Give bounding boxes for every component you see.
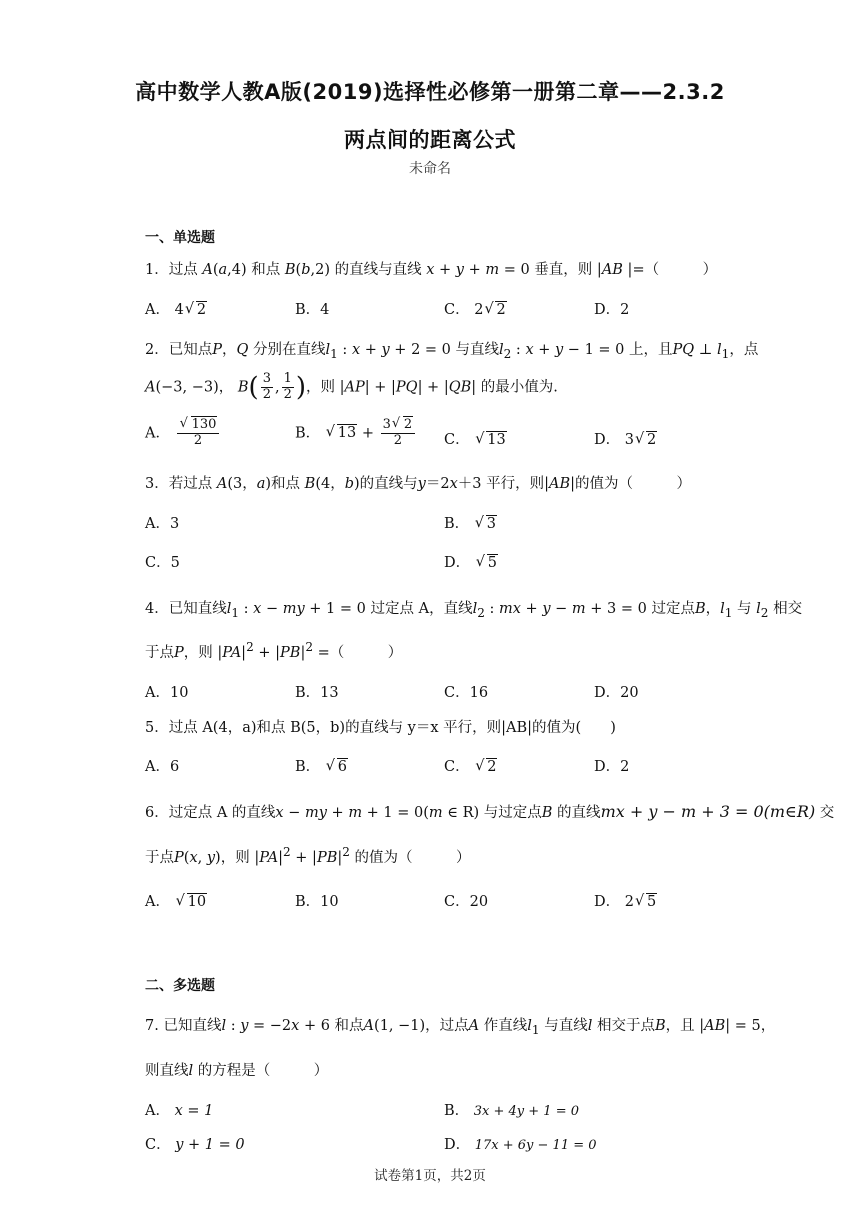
q2-option-a: A． √ $\frac{130}{2}$ xyxy=(145,418,221,449)
q3-option-c: C．5 xyxy=(145,555,180,571)
q5-option-d: D．2 xyxy=(594,759,630,775)
q4-option-b: B．13 xyxy=(295,685,339,701)
question-4-line2: 于点P，则 $|PA|^2 + |PB|^2$ =（ ） xyxy=(145,640,403,661)
q1-option-d: D．2 xyxy=(594,302,630,318)
section-heading-single: 一、单选题 xyxy=(145,230,215,246)
question-5: 5．过点 A(4，a)和点 B(5，b)的直线与 y＝x 平行，则|AB|的值为( ) xyxy=(145,720,616,736)
q1-option-a: A． 4√ 2 xyxy=(145,298,207,319)
question-2-line1: 2．已知点P，Q 分别在直线$l_1$ : x + y + 2 = 0 与直线$l_2$ : x + y − 1 = 0 上，且PQ ⊥ $l_1$，点 xyxy=(145,342,759,361)
question-4-line1: 4．已知直线$l_1$ : x − my + 1 = 0 过定点 A，直线$l_2$ : mx + y − m + 3 = 0 过定点B，$l_1$ 与 $l_2$ 相交 xyxy=(145,601,803,620)
q3-option-d: D． √ 5 xyxy=(444,551,498,572)
question-1: 1．过点 A(a,4) 和点 B(b,2) 的直线与直线 x + y + m = 0 垂直，则 |AB |=（ ） xyxy=(145,262,718,278)
q4-option-d: D．20 xyxy=(594,685,639,701)
q1-option-c: C． 2√ 2 xyxy=(444,298,507,319)
q5-option-a: A．6 xyxy=(145,759,180,775)
q4-option-a: A．10 xyxy=(145,685,189,701)
q7-option-b: B． 3x + 4y + 1 = 0 xyxy=(444,1103,579,1119)
question-3: 3．若过点 A(3，a)和点 B(4，b)的直线与y＝2x＋3 平行，则|AB|的值为（ ） xyxy=(145,476,692,492)
q2-option-d: D． 3√ 2 xyxy=(594,428,657,449)
q6-option-a: A． √ 10 xyxy=(145,890,207,911)
page-title-line2: 两点间的距离公式 xyxy=(344,128,516,152)
question-7-line1: 7. 已知直线l : y = −2x + 6 和点A(1, −1)，过点A 作直线$l_1$ 与直线l 相交于点B，且 |AB| = 5， xyxy=(145,1018,776,1037)
q7-option-a: A． x = 1 xyxy=(145,1103,214,1119)
page-title-line1: 高中数学人教A版(2019)选择性必修第一册第二章——2.3.2 xyxy=(135,80,725,104)
q2-option-b: B． √ 13 + $\frac{3√ 2}{2}$ xyxy=(295,418,417,449)
q3-option-a: A．3 xyxy=(145,516,180,532)
q3-option-b: B． √ 3 xyxy=(444,512,497,533)
q5-option-c: C． √ 2 xyxy=(444,755,497,776)
question-6-line1: 6．过定点 A 的直线x − my + m + 1 = 0(m ∈ R) 与过定点B 的直线mx + y − m + 3 = 0(m∈R) 交 xyxy=(145,802,835,821)
q2-option-c: C． √ 13 xyxy=(444,428,507,449)
q7-option-d: D． 17x + 6y − 11 = 0 xyxy=(444,1137,597,1153)
page-footer: 试卷第1页，共2页 xyxy=(374,1168,486,1184)
q6-option-c: C．20 xyxy=(444,894,489,910)
author: 未命名 xyxy=(409,161,451,177)
question-6-line2: 于点P(x, y)，则 $|PA|^2 + |PB|^2$ 的值为（ ） xyxy=(145,845,471,866)
q6-option-d: D． 2√ 5 xyxy=(594,890,657,911)
q7-option-c: C． y + 1 = 0 xyxy=(145,1137,245,1153)
q4-option-c: C．16 xyxy=(444,685,489,701)
q6-option-b: B．10 xyxy=(295,894,339,910)
question-2-line2: A(−3, −3)， B( $\frac{3}{2}$ , $\frac{1}{2}$ )，则 |AP| + |PQ| + |QB| 的最小值为. xyxy=(145,371,558,403)
section-heading-multi: 二、多选题 xyxy=(145,978,215,994)
q5-option-b: B． √ 6 xyxy=(295,755,348,776)
q1-option-b: B．4 xyxy=(295,302,330,318)
question-7-line2: 则直线l 的方程是（ ） xyxy=(145,1063,329,1079)
